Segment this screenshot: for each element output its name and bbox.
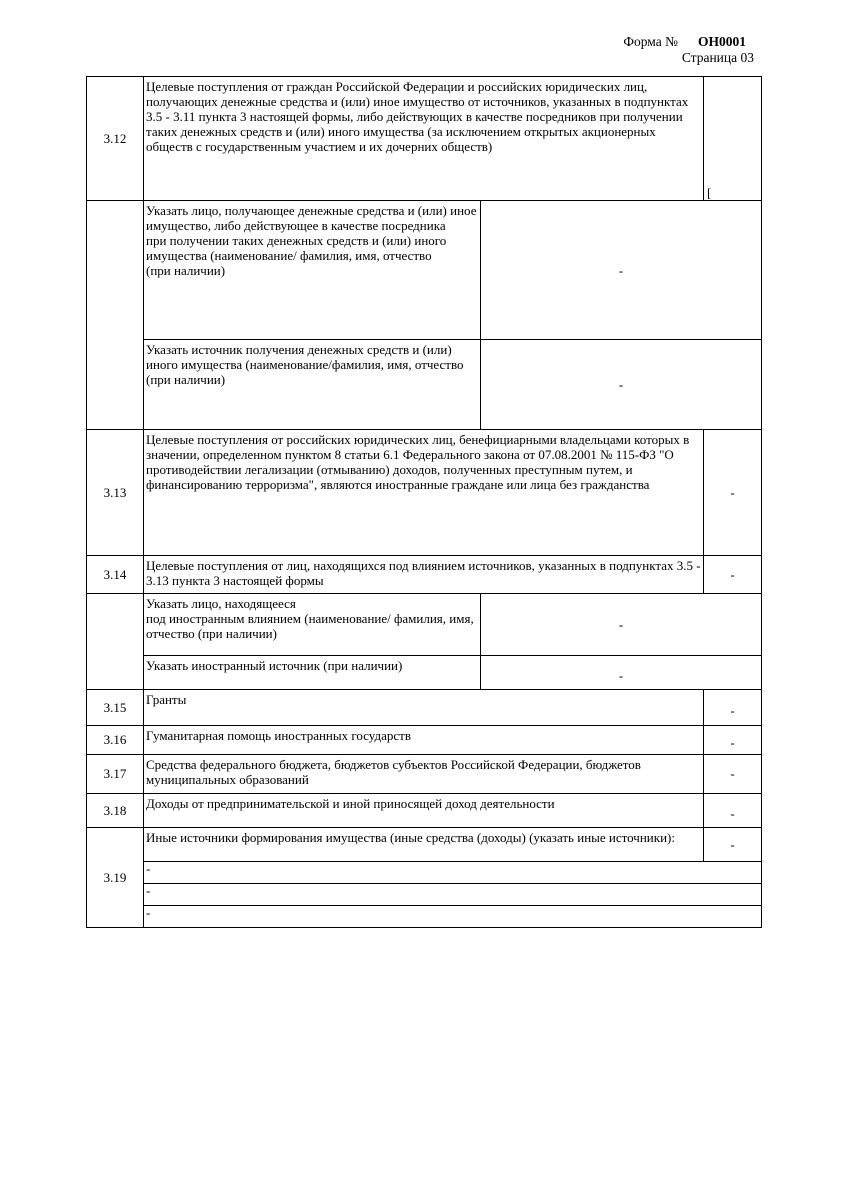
row-value: - <box>481 201 762 340</box>
row-description: Указать источник получения денежных средств и (или) иного имущества (наименование/фамилия, имя, отчество (при наличии) <box>144 340 481 430</box>
row-number: 3.14 <box>87 555 144 593</box>
row-number: 3.13 <box>87 430 144 555</box>
row-description: Целевые поступления от лиц, находящихся под влиянием источников, указанных в подпунктах 3.5 - 3.13 пункта 3 настоящей формы <box>144 555 704 593</box>
form-number-label: Форма № <box>623 34 678 49</box>
table-row <box>87 689 762 725</box>
row-value: - <box>704 430 762 555</box>
row-description: Доходы от предпринимательской и иной приносящей доход деятельности <box>144 793 704 827</box>
row-number-empty <box>87 201 144 340</box>
row-description: Указать лицо, получающее денежные средства и (или) иное имущество, либо действующее в качестве посредника при получении таких денежных средств и (или) иного имущества (наименование/ фамилия, имя, отчество (при наличии) <box>144 201 481 340</box>
row-value: - <box>704 827 762 861</box>
row-value: - <box>704 689 762 725</box>
table-row <box>87 593 762 655</box>
row-value: - <box>704 555 762 593</box>
other-source-value: - <box>146 905 151 920</box>
sources-table <box>86 76 762 928</box>
table-row <box>87 655 762 689</box>
row-description: Указать иностранный источник (при наличии) <box>144 655 481 689</box>
row-number: 3.18 <box>87 793 144 827</box>
table-row <box>87 77 762 201</box>
row-number: 3.16 <box>87 725 144 754</box>
row-number: 3.17 <box>87 754 144 793</box>
table-row <box>87 883 762 905</box>
row-value: - <box>481 340 762 430</box>
table-row <box>87 793 762 827</box>
table-row <box>87 555 762 593</box>
table-row <box>87 905 762 927</box>
table-row <box>87 430 762 555</box>
row-number: 3.19 <box>87 827 144 927</box>
row-number: 3.12 <box>87 77 144 201</box>
other-source-value: - <box>146 883 151 898</box>
row-number-empty <box>87 655 144 689</box>
row-value: - <box>704 725 762 754</box>
table-row <box>87 340 762 430</box>
row-value: - <box>704 754 762 793</box>
row-description: Иные источники формирования имущества (иные средства (доходы) (указать иные источники): <box>144 827 704 861</box>
row-description: Гуманитарная помощь иностранных государств <box>144 725 704 754</box>
table-row <box>87 827 762 861</box>
row-description: Средства федерального бюджета, бюджетов субъектов Российской Федерации, бюджетов муниципальных образований <box>144 754 704 793</box>
other-source-line <box>144 883 762 905</box>
row-description: Целевые поступления от российских юридических лиц, бенефициарными владельцами которых в значении, определенном пунктом 8 статьи 6.1 Федерального закона от 07.08.2001 № 115-ФЗ "О противодействии легализации (отмыванию) доходов, полученных преступным путем, и финансированию терроризма", являются иностранные граждане или лица без гражданства <box>144 430 704 555</box>
other-source-line <box>144 861 762 883</box>
row-number-empty <box>87 593 144 655</box>
form-number-line <box>623 34 746 50</box>
table-row <box>87 861 762 883</box>
row-description: Целевые поступления от граждан Российской Федерации и российских юридических лиц, получающих денежные средства и (или) иное имущество от источников, указанных в подпунктах 3.5 - 3.11 пункта 3 настоящей формы, либо действующих в качестве посредников при получении таких денежных средств и (или) иного имущества (за исключением открытых акционерных обществ с государственным участием и их дочерних обществ) <box>144 77 704 201</box>
row-value: - <box>481 593 762 655</box>
table-row <box>87 201 762 340</box>
other-source-value: - <box>146 861 151 876</box>
row-value: - <box>481 655 762 689</box>
row-value: [ <box>707 185 712 201</box>
form-code: ОН0001 <box>697 34 746 49</box>
table-row <box>87 725 762 754</box>
other-source-line <box>144 905 762 927</box>
row-description: Гранты <box>144 689 704 725</box>
row-number-empty <box>87 340 144 430</box>
page-number: Страница 03 <box>681 50 754 65</box>
page-header <box>623 34 754 66</box>
row-description: Указать лицо, находящееся под иностранным влиянием (наименование/ фамилия, имя, отчество (при наличии) <box>144 593 481 655</box>
row-value: - <box>704 793 762 827</box>
table-row <box>87 754 762 793</box>
row-number: 3.15 <box>87 689 144 725</box>
row-value-cell <box>704 77 762 201</box>
